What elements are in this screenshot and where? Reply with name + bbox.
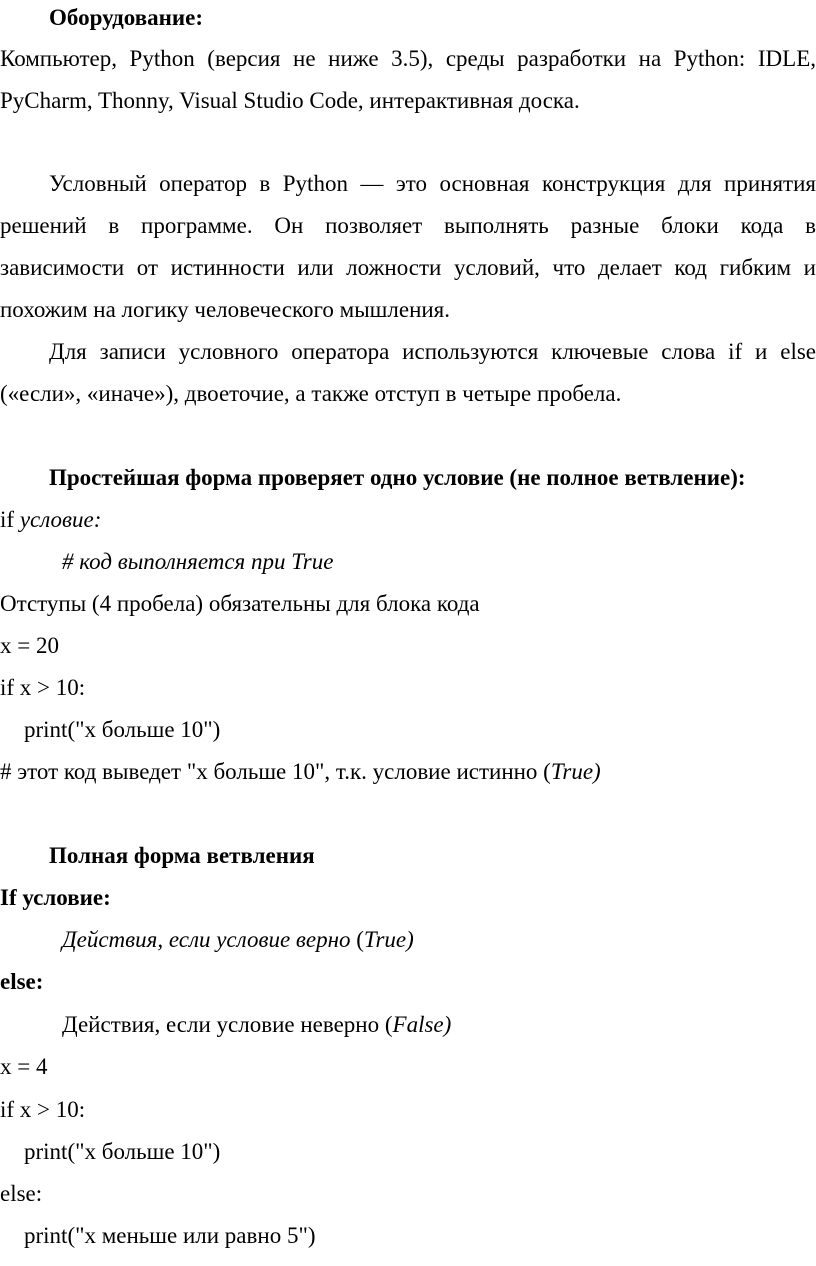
condition: условие: [19,507,102,532]
action-text: Действия, если условие верно [62,927,351,952]
syntax-if-line [0,499,816,541]
heading-text: Простейшая форма проверяет одно условие (не полное ветвление): [49,465,746,490]
true-text: True) [363,927,414,952]
code-line: else: [0,1181,43,1206]
syntax-comment-line [0,541,816,583]
action-text: Действия, если условие неверно ( [62,1012,393,1037]
code-line: print("x больше 10") [24,717,221,742]
code-line: if x > 10: [0,675,86,700]
equipment-line: PyCharm, Thonny, Visual Studio Code, интерактивная доска. [0,88,580,113]
comment: # этот код выведет "x больше 10", т.к. условие истинно ( [0,759,551,784]
paragraph-line: решений в программе. Он позволяет выполнять разные блоки кода в [0,213,816,238]
equipment-heading [0,0,816,39]
keyword: if [0,507,15,532]
simple-form-heading [0,457,816,499]
code-line: x = 20 [0,633,59,658]
keyword: If условие: [0,885,111,910]
keyword: else: [0,969,44,994]
heading-text: Полная форма ветвления [49,843,315,868]
code-line: x = 4 [0,1054,48,1079]
heading-text: Оборудование: [49,5,203,30]
equipment-line: Компьютер, Python (версия не ниже 3.5), среды разработки на Python: IDLE, [0,46,816,71]
paragraph-line: («если», «иначе»), двоеточие, а также отступ в четыре пробела. [0,381,622,406]
note-line: Отступы (4 пробела) обязательны для блока кода [0,591,480,616]
paragraph-line: похожим на логику человеческого мышления. [0,297,451,322]
syntax-else-line [0,961,816,1003]
true-text: True) [550,759,601,784]
code-line: print("x больше 10") [24,1139,221,1164]
paragraph-line: Условный оператор в Python — это основная конструкция для принятия [49,171,816,196]
paragraph-line: Для записи условного оператора используются ключевые слова if и else [49,339,816,364]
comment: # код выполняется при True [62,549,334,574]
paren: ( [350,927,364,952]
full-form-heading [0,835,816,877]
syntax-if-line [0,877,816,919]
result-comment-line [0,751,816,793]
false-text: False) [392,1012,452,1037]
paragraph-line: зависимости от истинности или ложности условий, что делает код гибким и [0,255,816,280]
code-line: print("x меньше или равно 5") [24,1223,316,1248]
action-false-line [0,1004,816,1046]
action-true-line [0,919,816,961]
code-line: if x > 10: [0,1097,86,1122]
